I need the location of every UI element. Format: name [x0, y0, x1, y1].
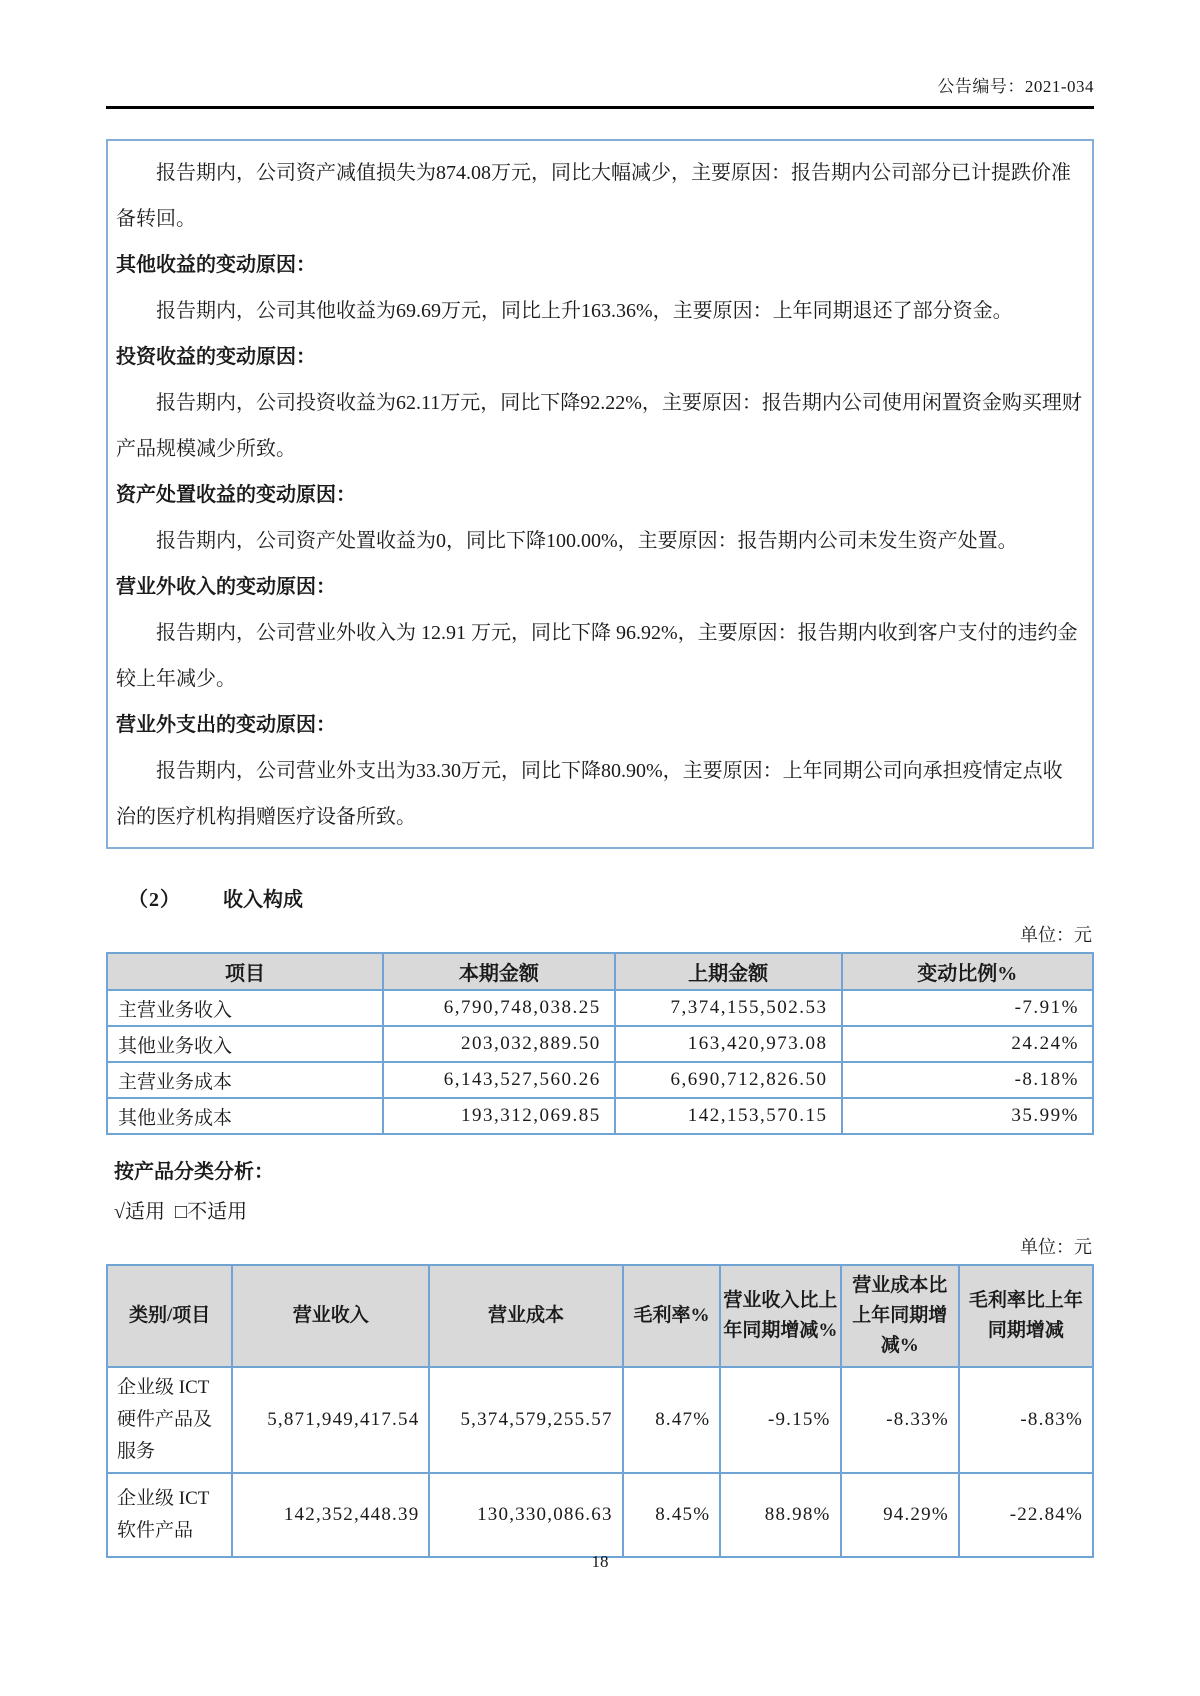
- applicability-line: [106, 1195, 1094, 1224]
- product-category-table: [106, 1264, 1094, 1558]
- cell-margin-change: -22.84%: [959, 1473, 1093, 1557]
- cell-revenue: 142,352,448.39: [232, 1473, 429, 1557]
- cell-item: 其他业务收入: [107, 1026, 383, 1062]
- cell-cost: 130,330,086.63: [429, 1473, 622, 1557]
- table-row: [107, 1098, 1093, 1134]
- cell-change: 24.24%: [842, 1026, 1093, 1062]
- section-title: 收入构成: [223, 889, 303, 911]
- applicable-checked-label: √适用: [114, 1201, 165, 1223]
- col-header-operating-revenue: 营业收入: [232, 1265, 429, 1367]
- cell-amount: 6,690,712,826.50: [615, 1062, 842, 1098]
- cell-amount: 7,374,155,502.53: [615, 990, 842, 1026]
- col-header-current-amount: 本期金额: [383, 953, 615, 990]
- section-heading-income-composition: [106, 883, 1094, 912]
- cell-category: 企业级 ICT 软件产品: [107, 1473, 232, 1557]
- unit-label-income-table: 单位：元: [1020, 925, 1092, 945]
- cell-amount: 142,153,570.15: [615, 1098, 842, 1134]
- heading-asset-disposal: 资产处置收益的变动原因：: [116, 484, 356, 506]
- col-header-category: 类别/项目: [107, 1265, 232, 1367]
- cell-item: 主营业务收入: [107, 990, 383, 1026]
- page-number: 18: [591, 1552, 609, 1571]
- col-header-cost-yoy-change: 营业成本比上年同期增减%: [841, 1265, 959, 1367]
- cell-change: 35.99%: [842, 1098, 1093, 1134]
- cell-margin-change: -8.83%: [959, 1367, 1093, 1473]
- header-rule: [106, 106, 1094, 109]
- note-asset-disposal: 报告期内，公司资产处置收益为0，同比下降100.00%，主要原因：报告期内公司未发生资产处置。: [156, 530, 1018, 552]
- col-header-prior-amount: 上期金额: [615, 953, 842, 990]
- col-header-change-ratio: 变动比例%: [842, 953, 1093, 990]
- announcement-number: 公告编号：2021-034: [937, 77, 1094, 96]
- cell-margin: 8.45%: [623, 1473, 721, 1557]
- table-row: [107, 1026, 1093, 1062]
- cell-cost: 5,374,579,255.57: [429, 1367, 622, 1473]
- cell-amount: 6,790,748,038.25: [383, 990, 615, 1026]
- cell-amount: 163,420,973.08: [615, 1026, 842, 1062]
- note-asset-impairment: 报告期内，公司资产减值损失为874.08万元，同比大幅减少，主要原因：报告期内公司部分已计提跌价准备转回。: [116, 162, 1071, 230]
- heading-other-income: 其他收益的变动原因：: [116, 254, 316, 276]
- cell-revenue-change: 88.98%: [720, 1473, 840, 1557]
- cell-amount: 6,143,527,560.26: [383, 1062, 615, 1098]
- cell-margin: 8.47%: [623, 1367, 721, 1473]
- income-composition-table: [106, 952, 1094, 1135]
- note-other-income: 报告期内，公司其他收益为69.69万元，同比上升163.36%，主要原因：上年同期退还了部分资金。: [156, 300, 1013, 322]
- heading-non-operating-expense: 营业外支出的变动原因：: [116, 714, 336, 736]
- note-non-operating-expense: 报告期内，公司营业外支出为33.30万元，同比下降80.90%，主要原因：上年同期公司向承担疫情定点收治的医疗机构捐赠医疗设备所致。: [116, 760, 1063, 828]
- heading-investment-income: 投资收益的变动原因：: [116, 346, 316, 368]
- cell-change: -7.91%: [842, 990, 1093, 1026]
- cell-cost-change: 94.29%: [841, 1473, 959, 1557]
- product-table-header-row: [107, 1265, 1093, 1367]
- cell-revenue-change: -9.15%: [720, 1367, 840, 1473]
- table-row: [107, 1473, 1093, 1557]
- cell-item: 其他业务成本: [107, 1098, 383, 1134]
- income-table-header-row: [107, 953, 1093, 990]
- note-investment-income: 报告期内，公司投资收益为62.11万元，同比下降92.22%，主要原因：报告期内公司使用闲置资金购买理财产品规模减少所致。: [116, 392, 1082, 460]
- col-header-margin-yoy-change: 毛利率比上年同期增减: [959, 1265, 1093, 1367]
- col-header-operating-cost: 营业成本: [429, 1265, 622, 1367]
- unit-label-product-table: 单位：元: [1020, 1237, 1092, 1257]
- sub-heading-product-analysis: 按产品分类分析：: [114, 1161, 274, 1183]
- cell-amount: 203,032,889.50: [383, 1026, 615, 1062]
- cell-change: -8.18%: [842, 1062, 1093, 1098]
- cell-item: 主营业务成本: [107, 1062, 383, 1098]
- col-header-revenue-yoy-change: 营业收入比上年同期增减%: [720, 1265, 840, 1367]
- col-header-item: 项目: [107, 953, 383, 990]
- cell-revenue: 5,871,949,417.54: [232, 1367, 429, 1473]
- cell-cost-change: -8.33%: [841, 1367, 959, 1473]
- table-row: [107, 1367, 1093, 1473]
- not-applicable-label: □不适用: [174, 1201, 248, 1223]
- table-row: [107, 990, 1093, 1026]
- cell-amount: 193,312,069.85: [383, 1098, 615, 1134]
- change-reason-notes-box: [106, 139, 1094, 849]
- section-number: （2）: [128, 889, 181, 911]
- heading-non-operating-income: 营业外收入的变动原因：: [116, 576, 336, 598]
- table-row: [107, 1062, 1093, 1098]
- cell-category: 企业级 ICT 硬件产品及服务: [107, 1367, 232, 1473]
- note-non-operating-income: 报告期内，公司营业外收入为 12.91 万元，同比下降 96.92%，主要原因：报告期内收到客户支付的违约金较上年减少。: [116, 622, 1078, 690]
- col-header-gross-margin: 毛利率%: [623, 1265, 721, 1367]
